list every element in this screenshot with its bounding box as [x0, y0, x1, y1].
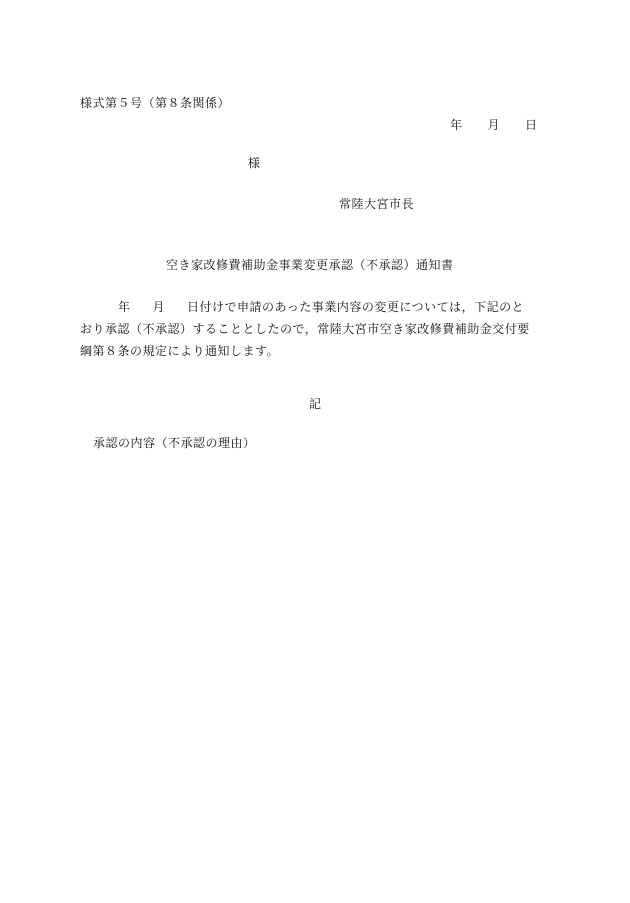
- date-year-label: 年: [450, 118, 463, 132]
- body-year-label: 年: [118, 300, 131, 314]
- form-number: 様式第５号（第８条関係）: [80, 96, 231, 110]
- addressee-suffix: 様: [248, 156, 261, 170]
- body-line-1-text: 日付けで申請のあった事業内容の変更については，下記のと: [187, 300, 525, 314]
- sender-name: 常陸大宮市長: [339, 197, 415, 211]
- content-heading: 承認の内容（不承認の理由）: [93, 436, 256, 450]
- date-line: [450, 119, 538, 131]
- body-month-label: 月: [152, 300, 166, 314]
- body-line-2: おり承認（不承認）することとしたので，常陸大宮市空き家改修費補助金交付要: [80, 322, 530, 336]
- body-line-3: 綱第８条の規定により通知します。: [80, 344, 280, 358]
- document-title: 空き家改修費補助金事業変更承認（不承認）通知書: [166, 258, 454, 272]
- date-month-label: 月: [487, 118, 501, 132]
- notice-body: [80, 296, 550, 362]
- date-day-label: 日: [525, 118, 538, 132]
- body-line-1: [80, 296, 550, 318]
- ki-heading: 記: [309, 397, 322, 411]
